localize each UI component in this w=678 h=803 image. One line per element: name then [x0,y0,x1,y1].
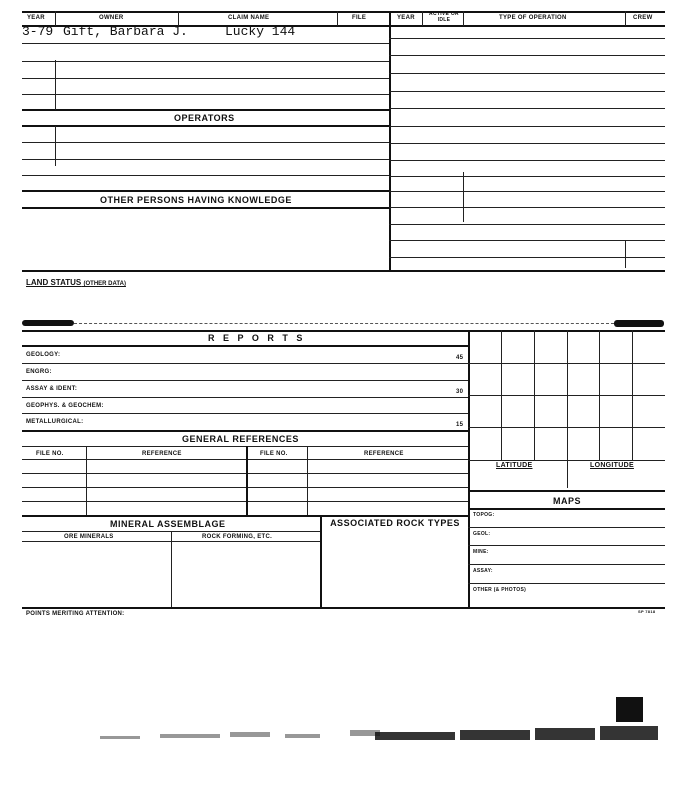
row-line [389,160,665,161]
sep [422,11,423,26]
map-topog: TOPOG: [473,512,495,518]
sep [463,172,464,222]
sep [86,446,87,515]
scan-noise [30,718,660,758]
row-line [22,380,468,381]
entry-year: 3-79 [22,24,54,39]
maps-top [468,490,665,492]
form-code: SP 7818 [638,609,656,614]
col-active-or-idle: ACTIVE OR IDLE [429,11,459,23]
row-line [22,207,389,209]
maps-title: MAPS [553,496,582,506]
row-line [389,207,665,208]
row-line [22,363,468,364]
report-num-30: 30 [456,389,464,395]
reports-top [22,330,665,332]
row-line [389,240,665,241]
row-line [22,446,468,447]
sep [55,11,56,26]
operators-title: OPERATORS [174,113,235,123]
ref-reference-1: REFERENCE [142,451,182,457]
grid-line [468,427,665,428]
row-line [468,527,665,528]
row-line [22,190,389,192]
sep [246,446,248,515]
col-crew: CREW [633,15,653,21]
ref-reference-2: REFERENCE [364,451,404,457]
row-line [389,91,665,92]
mineral-assemblage-title: MINERAL ASSEMBLAGE [110,519,226,529]
grid-line [468,460,665,461]
entry-owner: Gift, Barbara J. [63,24,188,39]
col-file: FILE [352,15,367,21]
row-line [389,108,665,109]
row-line [22,94,389,95]
row-line [389,224,665,225]
row-line [22,487,468,488]
ore-minerals-label: ORE MINERALS [64,534,114,540]
points-meriting-label: POINTS MERITING ATTENTION: [26,611,125,617]
row-line [22,109,389,111]
center-divider [389,11,391,271]
row-line [22,515,468,517]
ref-file-no-1: FILE NO. [36,451,64,457]
longitude-label: LONGITUDE [590,462,634,469]
row-line [468,583,665,584]
row-line [22,413,468,414]
row-line [22,473,468,474]
latitude-label: LATITUDE [496,462,533,469]
row-line [22,175,389,176]
col-claim-name: CLAIM NAME [228,15,270,21]
row-line [389,176,665,177]
sep [625,240,626,268]
grid-left [468,330,470,608]
general-references-title: GENERAL REFERENCES [182,434,299,444]
row-line [468,508,665,510]
sep [337,11,338,26]
punch-mark-left [22,320,74,326]
report-geophys: GEOPHYS. & GEOCHEM: [26,403,104,409]
row-line [468,564,665,565]
row-line [389,126,665,127]
grid-line [567,330,568,488]
row-line [22,345,468,347]
col-year: YEAR [27,15,45,21]
report-num-45: 45 [456,355,464,361]
dashed-line [74,323,614,324]
col-year-2: YEAR [397,15,415,21]
col-owner: OWNER [99,15,124,21]
associated-rock-types-title: ASSOCIATED ROCK TYPES [330,518,460,528]
report-geology: GEOLOGY: [26,352,61,358]
section-end [22,607,665,609]
row-line [22,61,389,62]
map-other: OTHER (& PHOTOS) [473,587,527,593]
row-line [22,43,389,44]
map-assay: ASSAY: [473,568,493,574]
row-line [389,257,665,258]
top-border [22,11,665,13]
row-line [468,545,665,546]
sep [463,11,464,26]
row-line [22,501,468,502]
sep [55,126,56,166]
col-type-of-operation: TYPE OF OPERATION [499,15,567,21]
section-end [22,270,665,272]
row-line [22,159,389,160]
row-line [389,38,665,39]
reports-title: R E P O R T S [208,333,306,343]
other-persons-title: OTHER PERSONS HAVING KNOWLEDGE [100,195,292,205]
sep [320,515,322,608]
grid-line [468,395,665,396]
row-line [22,459,468,460]
grid-line [468,363,665,364]
sep [307,446,308,515]
sep [171,531,172,608]
map-geol: GEOL: [473,531,491,537]
sep [625,11,626,26]
report-metallurgical: METALLURGICAL: [26,419,84,425]
land-status-label: LAND STATUS [26,278,82,287]
punch-mark-right [614,320,664,327]
row-line [22,78,389,79]
land-status-sub: (OTHER DATA) [83,281,126,287]
row-line [389,73,665,74]
row-line [389,191,665,192]
scan-artifact-block [616,697,643,722]
land-status-title [26,278,126,287]
row-line [22,142,389,143]
report-engrg: ENGRG: [26,369,52,375]
sep [55,60,56,110]
rock-forming-label: ROCK FORMING, ETC. [202,534,273,540]
map-mine: MINE: [473,549,489,555]
report-assay: ASSAY & IDENT: [26,386,78,392]
row-line [389,55,665,56]
row-line [22,430,468,432]
row-line [22,125,389,127]
ref-file-no-2: FILE NO. [260,451,288,457]
entry-claim: Lucky 144 [225,24,296,39]
row-line [389,143,665,144]
report-num-15: 15 [456,422,464,428]
row-line [22,397,468,398]
